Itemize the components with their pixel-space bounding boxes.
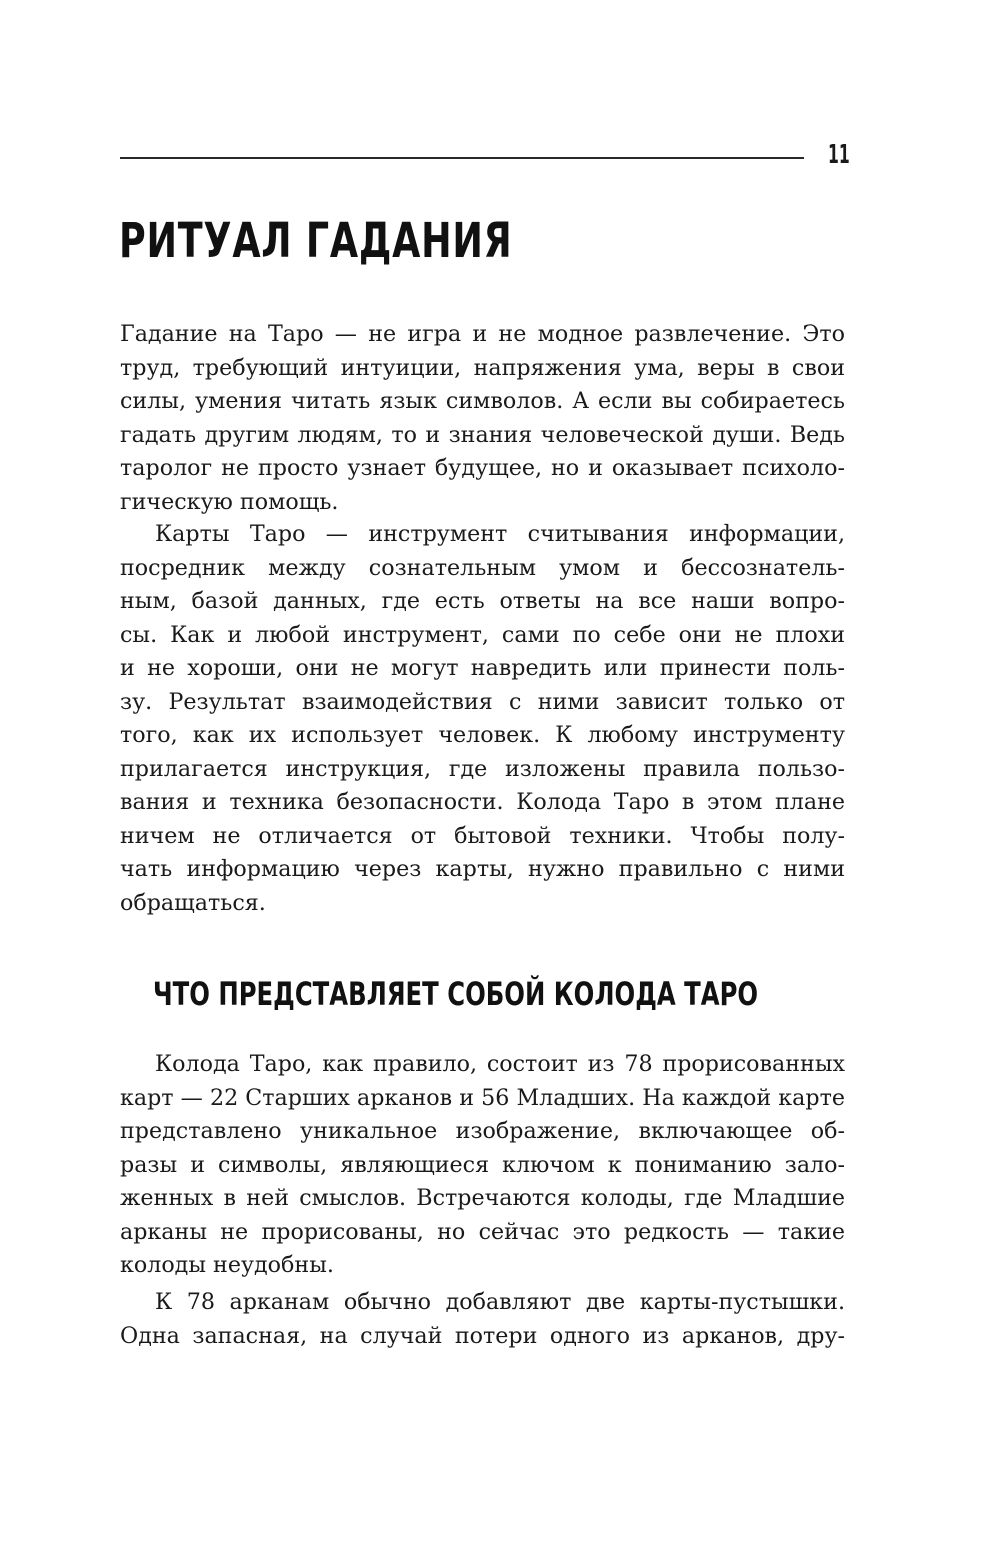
section-title: ЧТО ПРЕДСТАВЛЯЕТ СОБОЙ КОЛОДА ТАРО xyxy=(153,975,759,1013)
text-line: арканы не прорисованы, но сейчас это редкость — такие xyxy=(120,1218,845,1245)
text-line: силы, умения читать язык символов. А если вы собираетесь xyxy=(120,388,845,414)
paragraph-1 xyxy=(120,318,845,519)
text-line: Одна запасная, на случай потери одного из арканов, дру- xyxy=(120,1322,845,1349)
text-line: Гадание на Таро — не игра и не модное развлечение. Это xyxy=(120,321,845,347)
text-line: гадать другим людям, то и знания человеческой души. Ведь xyxy=(120,421,845,448)
text-line: К 78 арканам обычно добавляют две карты-пустышки. xyxy=(155,1289,845,1315)
paragraph-3 xyxy=(120,1048,845,1283)
header-rule xyxy=(120,157,804,159)
text-line: женных в ней смыслов. Встречаются колоды, где Младшие xyxy=(120,1185,845,1211)
page-number: 11 xyxy=(828,140,850,170)
text-line: того, как их использует человек. К любому инструменту xyxy=(120,722,845,748)
text-line: карт — 22 Старших арканов и 56 Младших. На каждой карте xyxy=(120,1084,845,1111)
text-line: вания и техника безопасности. Колода Таро в этом плане xyxy=(120,789,845,815)
text-line: представлено уникальное изображение, включающее об- xyxy=(120,1118,845,1144)
text-line: ничем не отличается от бытовой техники. Чтобы полу- xyxy=(120,822,845,849)
text-line: таролог не просто узнает будущее, но и оказывает психоло- xyxy=(120,455,845,481)
paragraph-2 xyxy=(120,518,845,920)
text-line: посредник между сознательным умом и бессознатель- xyxy=(120,554,845,581)
text-line: разы и символы, являющиеся ключом к пониманию зало- xyxy=(120,1151,845,1178)
text-line: и не хороши, они не могут навредить или принести поль- xyxy=(120,655,845,681)
text-line: колоды неудобны. xyxy=(120,1252,334,1278)
text-line: гическую помощь. xyxy=(120,488,339,515)
text-line: ным, базой данных, где есть ответы на все наши вопро- xyxy=(120,588,845,614)
text-line: прилагается инструкция, где изложены правила пользо- xyxy=(120,755,845,782)
text-line: обращаться. xyxy=(120,889,266,916)
text-line: чать информацию через карты, нужно правильно с ними xyxy=(120,856,845,882)
text-line: сы. Как и любой инструмент, сами по себе они не плохи xyxy=(120,621,845,648)
chapter-title: РИТУАЛ ГАДАНИЯ xyxy=(119,213,513,269)
text-line: зу. Результат взаимодействия с ними зависит только от xyxy=(120,688,845,715)
paragraph-4 xyxy=(120,1286,845,1353)
text-line: Колода Таро, как правило, состоит из 78 прорисованных xyxy=(155,1051,845,1077)
text-line: труд, требующий интуиции, напряжения ума, веры в свои xyxy=(120,354,845,381)
text-line: Карты Таро — инструмент считывания информации, xyxy=(155,521,845,547)
